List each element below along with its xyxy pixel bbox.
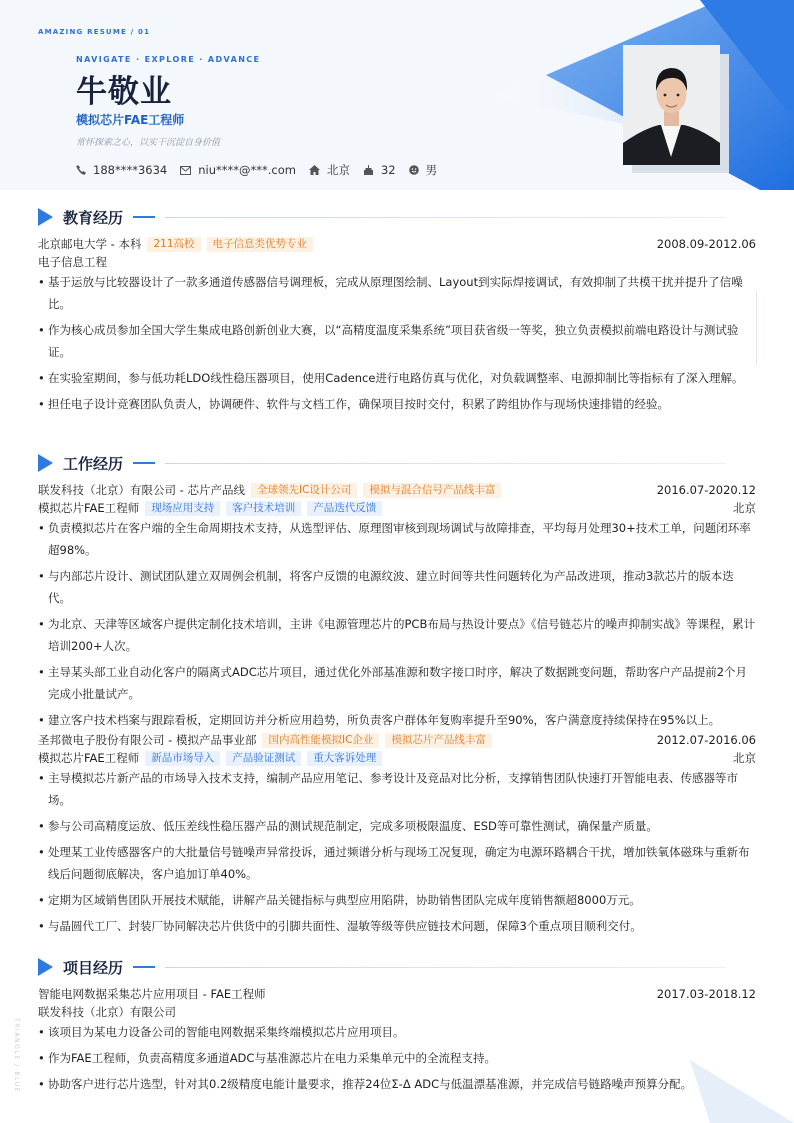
- project-title: 项目经历: [63, 958, 124, 977]
- education-heading: [38, 207, 756, 227]
- triangle-icon: [38, 958, 53, 976]
- role-name: 模拟芯片FAE工程师: [38, 751, 140, 765]
- project-heading: [38, 957, 756, 977]
- heading-dash: [133, 216, 155, 218]
- major-name: 电子信息工程: [38, 255, 107, 269]
- heading-line: [165, 217, 726, 218]
- company-tag: 模拟与混合信号产品线丰富: [363, 483, 501, 498]
- portrait-illustration: [623, 45, 720, 165]
- side-divider-line: [756, 292, 757, 364]
- role-tag: 产品迭代反馈: [307, 501, 382, 516]
- list-item: • 为北京、天津等区域客户提供定制化技术培训，主讲《电源管理芯片的PCB布局与热设计要点》《信号链芯片的噪声抑制实战》等课程，累计培训200+人次。: [38, 613, 756, 657]
- education-bullets: [38, 271, 756, 415]
- list-item: • 作为核心成员参加全国大学生集成电路创新创业大赛，以“高精度温度采集系统”项目获省级一等奖，独立负责模拟前端电路设计与测试验证。: [38, 319, 756, 363]
- list-item: • 主导某头部工业自动化客户的隔离式ADC芯片项目，通过优化外部基准源和数字接口时序，解决了数据跳变问题，帮助客户产品提前2个月完成小批量试产。: [38, 661, 756, 705]
- list-item: • 作为FAE工程师，负责高精度多通道ADC与基准源芯片在电力采集单元中的全流程支持。: [38, 1047, 756, 1069]
- heading-dash: [133, 462, 155, 464]
- education-date: 2008.09-2012.06: [656, 237, 756, 251]
- list-item: • 基于运放与比较器设计了一款多通道传感器信号调理板，完成从原理图绘制、Layout到实际焊接调试，有效抑制了共模干扰并提升了信噪比。: [38, 271, 756, 315]
- gender-text: 男: [425, 163, 438, 177]
- list-item: • 协助客户进行芯片选型，针对其0.2级精度电能计量要求，推荐24位Σ-Δ ADC与低温漂基准源，并完成信号链路噪声预算分配。: [38, 1073, 756, 1095]
- list-item: • 在实验室期间，参与低功耗LDO线性稳压器项目，使用Cadence进行电路仿真与优化，对负载调整率、电源抑制比等指标有了深入理解。: [38, 367, 756, 389]
- job-row: [38, 481, 756, 499]
- work-title: 工作经历: [63, 454, 124, 473]
- contact-age: [363, 163, 396, 177]
- project-row: [38, 985, 756, 1003]
- school-name: 北京邮电大学 - 本科: [38, 237, 142, 251]
- work-section: [38, 453, 756, 941]
- job-row: [38, 731, 756, 749]
- header-tag-top: AMAZING RESUME / 01: [38, 28, 151, 36]
- company-name: 圣邦微电子股份有限公司 - 模拟产品事业部: [38, 733, 257, 747]
- role-tag: 重大客诉处理: [307, 751, 382, 766]
- email-text: niu****@***.com: [198, 163, 296, 177]
- role-tag: 现场应用支持: [145, 501, 220, 516]
- project-section: [38, 957, 756, 1099]
- mail-icon: [180, 166, 191, 175]
- side-label: TRIANGLE / BLUE: [13, 1018, 20, 1094]
- triangle-icon: [38, 454, 53, 472]
- role-tag: 新品市场导入: [145, 751, 220, 766]
- contact-city: [309, 162, 350, 178]
- company-tag: 全球领先IC设计公司: [251, 483, 357, 498]
- list-item: • 参与公司高精度运放、低压差线性稳压器产品的测试规范制定，完成多项极限温度、ESD等可靠性测试，确保量产质量。: [38, 815, 756, 837]
- job-location: 北京: [733, 751, 756, 765]
- smile-icon: [409, 165, 419, 175]
- work-heading: [38, 453, 756, 473]
- candidate-name: 牛敬业: [76, 74, 172, 110]
- role-tag: 客户技术培训: [226, 501, 301, 516]
- job-date: 2012.07-2016.06: [656, 733, 756, 747]
- company-tag: 模拟芯片产品线丰富: [385, 733, 492, 748]
- age-text: 32: [380, 163, 396, 177]
- role-tag: 产品验证测试: [226, 751, 301, 766]
- list-item: • 担任电子设计竞赛团队负责人，协调硬件、软件与文档工作，确保项目按时交付，积累了跨组协作与现场快速排错的经验。: [38, 393, 756, 415]
- heading-line: [165, 463, 726, 464]
- project-org-row: [38, 1003, 756, 1021]
- list-item: • 处理某工业传感器客户的大批量信号链噪声异常投诉，通过频谱分析与现场工况复现，确定为电源环路耦合干扰，增加铁氧体磁珠与重新布线后问题彻底解决，客户追加订单40%。: [38, 841, 756, 885]
- triangle-icon: [38, 208, 53, 226]
- phone-text: 188****3634: [93, 163, 168, 177]
- header-tag-nav: NAVIGATE · EXPLORE · ADVANCE: [76, 55, 261, 64]
- project-org: 联发科技（北京）有限公司: [38, 1005, 176, 1019]
- education-section: [38, 207, 756, 419]
- city-text: 北京: [326, 163, 350, 177]
- project-name: 智能电网数据采集芯片应用项目 - FAE工程师: [38, 987, 266, 1001]
- job-bullets: [38, 517, 756, 731]
- education-row: [38, 235, 756, 253]
- job-bullets: [38, 767, 756, 937]
- footer-decoration: [690, 1060, 794, 1123]
- role-name: 模拟芯片FAE工程师: [38, 501, 140, 515]
- cake-icon: [363, 165, 374, 175]
- list-item: • 主导模拟芯片新产品的市场导入技术支持，编制产品应用笔记、参考设计及竞品对比分析，支撑销售团队快速打开智能电表、传感器等市场。: [38, 767, 756, 811]
- major-row: [38, 253, 756, 271]
- job-date: 2016.07-2020.12: [656, 483, 756, 497]
- contact-email: [180, 163, 296, 177]
- heading-dash: [133, 966, 155, 968]
- job-location: 北京: [733, 501, 756, 515]
- education-tag: 电子信息类优势专业: [207, 237, 314, 252]
- education-title: 教育经历: [63, 208, 124, 227]
- list-item: • 与晶圆代工厂、封装厂协同解决芯片供货中的引脚共面性、湿敏等级等供应链技术问题，保障3个重点项目顺利交付。: [38, 915, 756, 937]
- contact-row: [76, 162, 450, 178]
- list-item: • 与内部芯片设计、测试团队建立双周例会机制，将客户反馈的电源纹波、建立时间等共性问题转化为产品改进项，推动3款芯片的版本迭代。: [38, 565, 756, 609]
- contact-gender: [409, 162, 438, 178]
- heading-line: [165, 967, 726, 968]
- list-item: • 建立客户技术档案与跟踪看板，定期回访并分析应用趋势，所负责客户群体年复购率提升至90%，客户满意度持续保持在95%以上。: [38, 709, 756, 731]
- contact-phone: [76, 163, 167, 177]
- education-tag: 211高校: [147, 237, 200, 252]
- home-icon: [309, 165, 320, 175]
- list-item: • 该项目为某电力设备公司的智能电网数据采集终端模拟芯片应用项目。: [38, 1021, 756, 1043]
- list-item: • 定期为区域销售团队开展技术赋能，讲解产品关键指标与典型应用陷阱，协助销售团队完成年度销售额超8000万元。: [38, 889, 756, 911]
- phone-icon: [76, 165, 86, 175]
- motto: 常怀探索之心，以实干沉淀自身价值: [76, 138, 221, 148]
- company-name: 联发科技（北京）有限公司 - 芯片产品线: [38, 483, 245, 497]
- list-item: • 负责模拟芯片在客户端的全生命周期技术支持，从选型评估、原理图审核到现场调试与故障排查，平均每月处理30+技术工单，问题闭环率超98%。: [38, 517, 756, 561]
- resume-header: [0, 0, 794, 190]
- project-bullets: [38, 1021, 756, 1095]
- role-row: [38, 499, 756, 517]
- company-tag: 国内高性能模拟IC企业: [262, 733, 379, 748]
- profile-photo: [623, 45, 720, 165]
- role-row: [38, 749, 756, 767]
- project-date: 2017.03-2018.12: [656, 987, 756, 1001]
- job-title: 模拟芯片FAE工程师: [76, 113, 185, 127]
